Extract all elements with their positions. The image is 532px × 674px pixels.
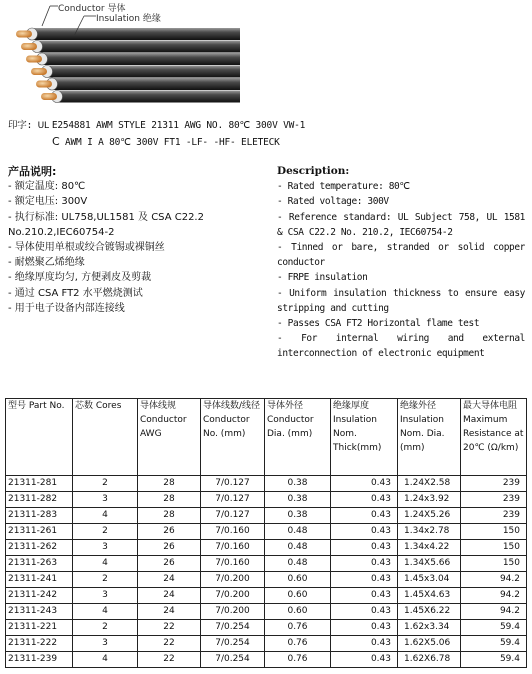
table-cell: 0.43 [331, 556, 398, 572]
table-cell: 4 [73, 508, 138, 524]
table-cell: 7/0.254 [201, 636, 265, 652]
table-cell: 0.43 [331, 652, 398, 668]
table-cell: 21311-263 [6, 556, 73, 572]
cn-item: - 执行标准: UL758,UL1581 及 CSA C22.2 [8, 211, 204, 223]
table-cell: 4 [73, 604, 138, 620]
wire-conductor [26, 56, 42, 63]
table-cell: 2 [73, 572, 138, 588]
table-cell: 150 [461, 540, 527, 556]
header-part-no: 型号 Part No. [6, 399, 73, 476]
table-cell: 4 [73, 556, 138, 572]
table-cell: 7/0.254 [201, 620, 265, 636]
en-item: - FRPE insulation [277, 272, 368, 284]
table-cell: 4 [73, 652, 138, 668]
table-cell: 59.4 [461, 652, 527, 668]
table-cell: 239 [461, 508, 527, 524]
table-cell: 239 [461, 476, 527, 492]
wire-conductor [16, 31, 32, 38]
table-cell: 0.43 [331, 476, 398, 492]
table-cell: 0.43 [331, 572, 398, 588]
table-cell: 28 [138, 508, 201, 524]
cn-item: - 导体使用单根或绞合镀锡或裸铜丝 [8, 242, 165, 254]
header-resistance: 最大导体电阻 Maximum Resistance at 20℃ (Ω/km) [461, 399, 527, 476]
header-cores: 芯数 Cores [73, 399, 138, 476]
table-cell: 1.45X4.63 [398, 588, 461, 604]
cn-item: - 额定温度: 80℃ [8, 181, 86, 193]
table-row [6, 604, 527, 620]
table-cell: 21311-241 [6, 572, 73, 588]
table-cell: 7/0.160 [201, 556, 265, 572]
header-insulation-thick: 绝缘厚度 Insulation Nom. Thick(mm) [331, 399, 398, 476]
table-cell: 28 [138, 492, 201, 508]
table-cell: 0.60 [265, 572, 331, 588]
table-cell: 0.43 [331, 588, 398, 604]
table-cell: 150 [461, 556, 527, 572]
table-cell: 21311-239 [6, 652, 73, 668]
cul-logo-icon: C [52, 135, 60, 148]
table-cell: 94.2 [461, 588, 527, 604]
table-cell: 0.43 [331, 492, 398, 508]
table-row [6, 620, 527, 636]
wire-insulation [52, 78, 240, 90]
print-marking [8, 118, 305, 150]
wire-insulation [47, 66, 240, 78]
table-row [6, 556, 527, 572]
table-cell: 1.45x3.04 [398, 572, 461, 588]
cn-item: - 用于电子设备内部连接线 [8, 302, 125, 314]
table-cell: 0.60 [265, 588, 331, 604]
cn-item: - 额定电压: 300V [8, 196, 88, 208]
table-cell: 2 [73, 524, 138, 540]
table-cell: 2 [73, 620, 138, 636]
table-cell: 0.43 [331, 636, 398, 652]
table-cell: 0.76 [265, 620, 331, 636]
table-cell: 22 [138, 620, 201, 636]
table-cell: 21311-282 [6, 492, 73, 508]
wire-insulation [57, 91, 240, 103]
wire-conductor [31, 68, 47, 75]
table-cell: 28 [138, 476, 201, 492]
table-row [6, 652, 527, 668]
table-cell: 1.24X5.26 [398, 508, 461, 524]
table-cell: 21311-221 [6, 620, 73, 636]
table-cell: 0.43 [331, 540, 398, 556]
table-cell: 26 [138, 524, 201, 540]
table-cell: 7/0.160 [201, 524, 265, 540]
table-cell: 26 [138, 540, 201, 556]
table-cell: 0.38 [265, 508, 331, 524]
table-cell: 0.48 [265, 556, 331, 572]
table-cell: 21311-222 [6, 636, 73, 652]
table-row [6, 476, 527, 492]
table-row [6, 572, 527, 588]
table-cell: 3 [73, 636, 138, 652]
cn-description [8, 164, 268, 316]
table-cell: 0.38 [265, 476, 331, 492]
table-row [6, 492, 527, 508]
cn-item: - 通过 CSA FT2 水平燃烧测试 [8, 287, 143, 299]
table-cell: 7/0.160 [201, 540, 265, 556]
header-conductor-dia: 导体外径 Conductor Dia. (mm) [265, 399, 331, 476]
table-cell: 59.4 [461, 620, 527, 636]
table-cell: 150 [461, 524, 527, 540]
table-cell: 21311-283 [6, 508, 73, 524]
table-cell: 0.60 [265, 604, 331, 620]
table-row [6, 524, 527, 540]
en-item: - Rated voltage: 300V [277, 196, 389, 208]
en-item: - Uniform insulation thickness to ensure easy stripping and cutting [277, 287, 525, 314]
table-cell: 7/0.127 [201, 492, 265, 508]
en-item: - Passes CSA FT2 Horizontal flame test [277, 318, 480, 330]
wire-insulation [37, 41, 240, 53]
table-cell: 1.62x3.34 [398, 620, 461, 636]
table-cell: 1.24X2.58 [398, 476, 461, 492]
table-cell: 1.34x4.22 [398, 540, 461, 556]
marking-prefix: 印字: [8, 120, 33, 131]
cn-item: - 耐燃聚乙烯绝缘 [8, 257, 85, 269]
cn-title: 产品说明: [8, 165, 57, 178]
table-cell: 3 [73, 540, 138, 556]
table-cell: 7/0.254 [201, 652, 265, 668]
table-cell: 22 [138, 652, 201, 668]
table-cell: 21311-242 [6, 588, 73, 604]
table-cell: 2 [73, 476, 138, 492]
wire-conductor [21, 43, 37, 50]
table-cell: 0.38 [265, 492, 331, 508]
table-row [6, 588, 527, 604]
table-cell: 0.43 [331, 508, 398, 524]
table-row [6, 508, 527, 524]
table-cell: 94.2 [461, 572, 527, 588]
wire-conductor [36, 81, 52, 88]
table-cell: 7/0.127 [201, 476, 265, 492]
table-cell: 0.43 [331, 524, 398, 540]
table-row [6, 540, 527, 556]
table-cell: 22 [138, 636, 201, 652]
table-cell: 1.34x2.78 [398, 524, 461, 540]
wire-conductor [41, 93, 57, 100]
ul-logo-icon: UL [37, 121, 49, 131]
en-description [277, 164, 525, 362]
table-cell: 0.76 [265, 636, 331, 652]
wire-insulation [42, 53, 240, 65]
table-cell: 0.48 [265, 524, 331, 540]
table-cell: 239 [461, 492, 527, 508]
table-cell: 3 [73, 492, 138, 508]
table-cell: 7/0.127 [201, 508, 265, 524]
table-cell: 24 [138, 572, 201, 588]
cn-item: - 绝缘厚度均匀, 方便剥皮及剪裁 [8, 272, 152, 284]
en-item: - For internal wiring and external interconnection of electronic equipment [277, 333, 525, 360]
en-item: - Tinned or bare, stranded or solid copper conductor [277, 242, 525, 269]
cn-item: No.210.2,IEC60754-2 [8, 226, 115, 238]
table-cell: 1.45X6.22 [398, 604, 461, 620]
table-cell: 7/0.200 [201, 588, 265, 604]
table-cell: 94.2 [461, 604, 527, 620]
insulation-label: Insulation 绝缘 [96, 14, 161, 24]
table-cell: 7/0.200 [201, 572, 265, 588]
table-cell: 21311-262 [6, 540, 73, 556]
table-cell: 1.62X5.06 [398, 636, 461, 652]
table-cell: 26 [138, 556, 201, 572]
table-cell: 3 [73, 588, 138, 604]
header-conductor-no: 导体线数/线径 Conductor No. (mm) [201, 399, 265, 476]
table-cell: 24 [138, 588, 201, 604]
en-item: - Reference standard: UL Subject 758, UL 1581 & CSA C22.2 No. 210.2, IEC60754-2 [277, 211, 525, 238]
header-insulation-dia: 绝缘外径 Insulation Nom. Dia. (mm) [398, 399, 461, 476]
table-cell: 59.4 [461, 636, 527, 652]
spec-table [5, 398, 527, 668]
table-cell: 7/0.200 [201, 604, 265, 620]
table-cell: 21311-243 [6, 604, 73, 620]
wire-insulation [32, 28, 240, 40]
table-cell: 1.34X5.66 [398, 556, 461, 572]
header-awg: 导体线规 Conductor AWG [138, 399, 201, 476]
marking-line2: AWM I A 80℃ 300V FT1 -LF- -HF- ELETECK [59, 137, 280, 148]
marking-line1: E254881 AWM STYLE 21311 AWG NO. 80℃ 300V VW-1 [51, 120, 306, 131]
table-cell: 21311-261 [6, 524, 73, 540]
table-cell: 0.43 [331, 604, 398, 620]
table-cell: 1.24x3.92 [398, 492, 461, 508]
table-header-row [6, 399, 527, 476]
table-row [6, 636, 527, 652]
conductor-label: Conductor 导体 [58, 4, 126, 14]
table-cell: 1.62X6.78 [398, 652, 461, 668]
table-cell: 21311-281 [6, 476, 73, 492]
en-title: Description: [277, 165, 350, 177]
table-cell: 24 [138, 604, 201, 620]
table-cell: 0.76 [265, 652, 331, 668]
table-cell: 0.43 [331, 620, 398, 636]
en-item: - Rated temperature: 80℃ [277, 181, 410, 193]
table-cell: 0.48 [265, 540, 331, 556]
